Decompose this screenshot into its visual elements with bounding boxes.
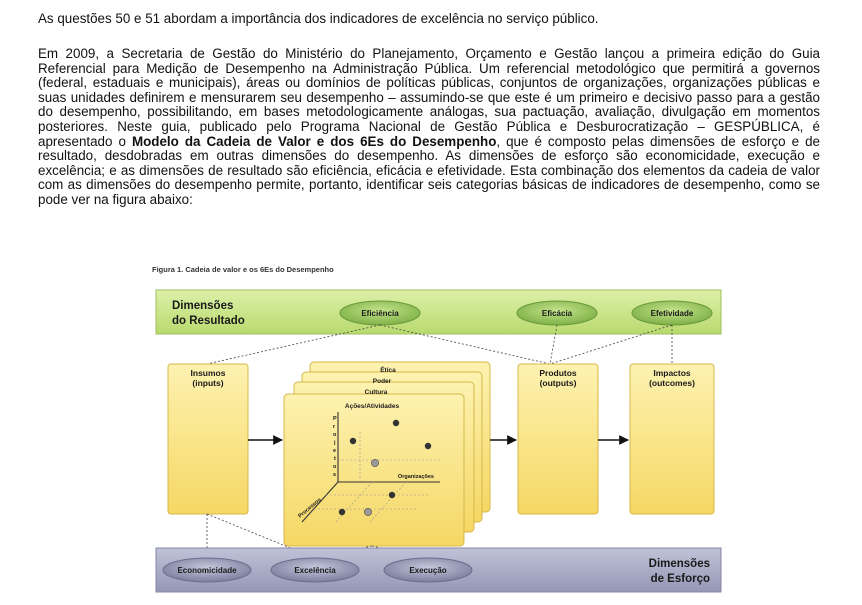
svg-text:j: j (334, 440, 336, 446)
produtos-box (518, 364, 598, 514)
produtos-label: Produtos (539, 368, 577, 378)
eficacia-oval (517, 301, 597, 325)
excelencia-oval (271, 558, 359, 582)
intro-text: As questões 50 e 51 abordam a importância dos indicadores de excelência no serviço público. (38, 11, 599, 26)
economicidade-oval (163, 558, 251, 582)
efetividade-oval (632, 301, 712, 325)
svg-text:o: o (333, 432, 337, 438)
efetividade-label: Efetividade (650, 309, 694, 318)
layer-acoes-atividades: Ações/Atividades (344, 403, 400, 410)
svg-text:e: e (333, 448, 337, 454)
economicidade-label: Economicidade (177, 566, 237, 575)
value-chain-diagram (150, 280, 730, 600)
impactos-sublabel: (outcomes) (649, 378, 695, 388)
insumos-sublabel: (inputs) (192, 378, 224, 388)
impactos-label: Impactos (653, 368, 691, 378)
produtos-sublabel: (outputs) (539, 378, 577, 388)
eficiencia-oval (340, 301, 420, 325)
insumos-box (168, 364, 248, 514)
impactos-box (630, 364, 714, 514)
svg-text:P: P (333, 416, 337, 422)
svg-text:t: t (334, 456, 336, 462)
axis-organizacoes: Organizações (397, 474, 434, 480)
result-band-title-line1: Dimensões (172, 300, 234, 312)
result-band-title-line2: do Resultado (172, 315, 245, 327)
value-chain-figure (150, 280, 730, 600)
figure-caption: Figura 1. Cadeia de valor e os 6Es do Desempenho (152, 265, 334, 274)
excelencia-label: Excelência (294, 566, 336, 575)
layer-cultura: Cultura (364, 389, 388, 396)
insumos-label: Insumos (190, 368, 226, 378)
effort-band-title-line1: Dimensões (648, 558, 710, 570)
svg-text:s: s (333, 472, 337, 478)
intro-paragraph (38, 12, 820, 27)
layer-poder: Poder (372, 378, 392, 385)
eficacia-label: Eficácia (541, 309, 573, 318)
main-paragraph (38, 47, 820, 208)
main-text-start: Em 2009, a Secretaria de Gestão do Ministério do Planejamento, Orçamento e Gestão lançou a primeira edição do Guia Referencial para Medição de Desempenho na Administração Pública. Um referencial metodológico que permitirá a governos (federal, estaduais e municipais), áreas ou domínios de políticas públicas, conjuntos de organizações, organizações públicas e suas unidades definirem e mensurarem seu desempenho – assumindo-se que este é um primeiro e decisivo passo para a gestão do desempenho, possibilitando, em bases metodologicamente análogas, sua pactuação, avaliação, divulgação em momentos posteriores. Neste guia, publicado pelo Programa Nacional de Gestão Pública e Desburocratização – GESPÚBLICA, é apresentado o (38, 46, 820, 149)
process-stack (284, 362, 490, 546)
axis-processos: Processos (297, 497, 323, 520)
main-text-end: , que é composto pelas dimensões de esforço e de resultado, desdobradas em outras dimensões do desempenho. As dimensões de esforço são economicidade, execução e excelência; e as dimensões de resultado são eficiência, eficácia e efetividade. Esta combinação dos elementos da cadeia de valor com as dimensões do desempenho permite, portanto, identificar seis categorias básicas de indicadores de desempenho, como se pode ver na figura abaixo: (38, 133, 820, 207)
layer-etica: Ética (380, 367, 396, 374)
execucao-label: Execução (409, 566, 447, 575)
main-text-bold: Modelo da Cadeia de Valor e dos 6Es do Desempenho (131, 133, 497, 149)
svg-text:r: r (333, 424, 336, 430)
eficiencia-label: Eficiência (361, 309, 399, 318)
svg-text:o: o (333, 464, 337, 470)
effort-band-title-line2: de Esforço (650, 573, 710, 585)
execucao-oval (384, 558, 472, 582)
